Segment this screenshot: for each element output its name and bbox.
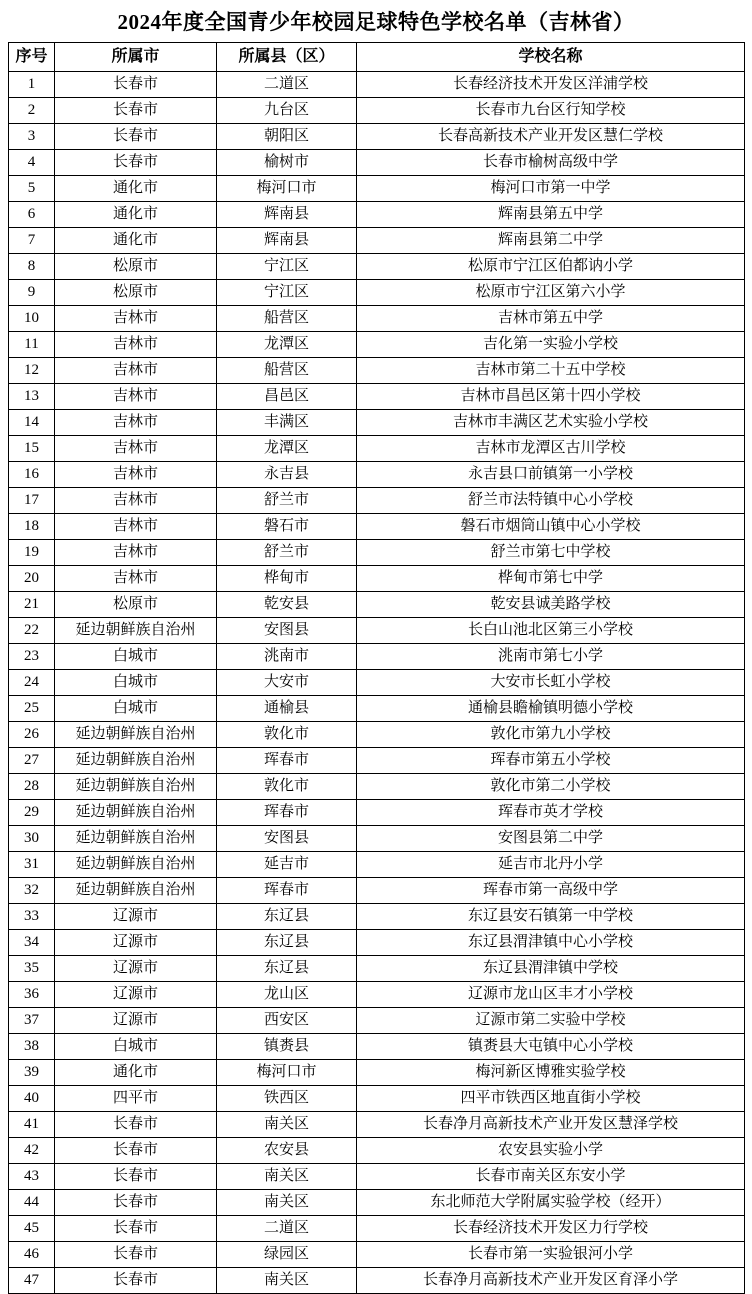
cell-index: 22 [9, 618, 55, 644]
table-row [9, 1190, 745, 1216]
table-row [9, 98, 745, 124]
table-row [9, 1112, 745, 1138]
cell-city: 松原市 [55, 592, 217, 618]
cell-index: 17 [9, 488, 55, 514]
cell-index: 42 [9, 1138, 55, 1164]
cell-school: 舒兰市第七中学校 [357, 540, 745, 566]
table-row [9, 1008, 745, 1034]
cell-city: 长春市 [55, 1138, 217, 1164]
table-row [9, 202, 745, 228]
cell-city: 白城市 [55, 644, 217, 670]
cell-district: 敦化市 [217, 774, 357, 800]
table-row [9, 124, 745, 150]
cell-district: 宁江区 [217, 280, 357, 306]
cell-district: 南关区 [217, 1112, 357, 1138]
cell-city: 辽源市 [55, 982, 217, 1008]
cell-index: 34 [9, 930, 55, 956]
table-row [9, 254, 745, 280]
table-row [9, 1268, 745, 1294]
cell-city: 通化市 [55, 176, 217, 202]
cell-district: 安图县 [217, 618, 357, 644]
cell-index: 36 [9, 982, 55, 1008]
cell-city: 延边朝鲜族自治州 [55, 852, 217, 878]
cell-index: 11 [9, 332, 55, 358]
cell-school: 吉林市丰满区艺术实验小学校 [357, 410, 745, 436]
table-row [9, 1138, 745, 1164]
cell-index: 12 [9, 358, 55, 384]
cell-index: 38 [9, 1034, 55, 1060]
cell-index: 39 [9, 1060, 55, 1086]
cell-city: 辽源市 [55, 956, 217, 982]
table-row [9, 150, 745, 176]
cell-district: 永吉县 [217, 462, 357, 488]
cell-city: 延边朝鲜族自治州 [55, 774, 217, 800]
cell-city: 吉林市 [55, 566, 217, 592]
cell-city: 长春市 [55, 1242, 217, 1268]
table-row [9, 618, 745, 644]
cell-school: 辽源市龙山区丰才小学校 [357, 982, 745, 1008]
cell-index: 44 [9, 1190, 55, 1216]
cell-district: 榆树市 [217, 150, 357, 176]
cell-city: 辽源市 [55, 1008, 217, 1034]
cell-city: 吉林市 [55, 410, 217, 436]
cell-school: 大安市长虹小学校 [357, 670, 745, 696]
cell-index: 7 [9, 228, 55, 254]
cell-school: 洮南市第七小学 [357, 644, 745, 670]
cell-index: 29 [9, 800, 55, 826]
cell-district: 船营区 [217, 358, 357, 384]
cell-index: 41 [9, 1112, 55, 1138]
table-row [9, 592, 745, 618]
cell-city: 吉林市 [55, 488, 217, 514]
cell-index: 1 [9, 72, 55, 98]
cell-index: 20 [9, 566, 55, 592]
cell-district: 敦化市 [217, 722, 357, 748]
cell-city: 长春市 [55, 1216, 217, 1242]
table-row [9, 982, 745, 1008]
cell-index: 13 [9, 384, 55, 410]
table-row [9, 228, 745, 254]
cell-index: 28 [9, 774, 55, 800]
table-row [9, 488, 745, 514]
cell-city: 四平市 [55, 1086, 217, 1112]
cell-school: 吉林市第二十五中学校 [357, 358, 745, 384]
cell-school: 桦甸市第七中学 [357, 566, 745, 592]
cell-school: 长春净月高新技术产业开发区育泽小学 [357, 1268, 745, 1294]
cell-city: 长春市 [55, 98, 217, 124]
cell-district: 洮南市 [217, 644, 357, 670]
cell-district: 龙潭区 [217, 332, 357, 358]
cell-index: 3 [9, 124, 55, 150]
table-row [9, 1060, 745, 1086]
cell-index: 40 [9, 1086, 55, 1112]
cell-district: 梅河口市 [217, 176, 357, 202]
table-row [9, 956, 745, 982]
cell-district: 梅河口市 [217, 1060, 357, 1086]
cell-index: 15 [9, 436, 55, 462]
table-row [9, 436, 745, 462]
cell-district: 磐石市 [217, 514, 357, 540]
table-row [9, 540, 745, 566]
cell-district: 南关区 [217, 1164, 357, 1190]
cell-city: 延边朝鲜族自治州 [55, 800, 217, 826]
table-row [9, 1242, 745, 1268]
cell-city: 延边朝鲜族自治州 [55, 826, 217, 852]
cell-school: 长春市榆树高级中学 [357, 150, 745, 176]
table-row [9, 566, 745, 592]
cell-city: 长春市 [55, 1112, 217, 1138]
cell-index: 16 [9, 462, 55, 488]
table-row [9, 306, 745, 332]
cell-school: 长春市南关区东安小学 [357, 1164, 745, 1190]
cell-school: 永吉县口前镇第一小学校 [357, 462, 745, 488]
table-row [9, 852, 745, 878]
table-row [9, 774, 745, 800]
cell-school: 梅河口市第一中学 [357, 176, 745, 202]
cell-city: 延边朝鲜族自治州 [55, 878, 217, 904]
cell-index: 43 [9, 1164, 55, 1190]
table-row [9, 644, 745, 670]
cell-district: 镇赉县 [217, 1034, 357, 1060]
cell-school: 梅河新区博雅实验学校 [357, 1060, 745, 1086]
table-row [9, 280, 745, 306]
cell-school: 乾安县诚美路学校 [357, 592, 745, 618]
cell-city: 吉林市 [55, 436, 217, 462]
cell-school: 东辽县渭津镇中学校 [357, 956, 745, 982]
cell-district: 朝阳区 [217, 124, 357, 150]
cell-index: 19 [9, 540, 55, 566]
cell-index: 23 [9, 644, 55, 670]
cell-city: 长春市 [55, 1190, 217, 1216]
cell-index: 31 [9, 852, 55, 878]
table-body [9, 72, 745, 1294]
cell-city: 延边朝鲜族自治州 [55, 618, 217, 644]
cell-index: 32 [9, 878, 55, 904]
cell-city: 通化市 [55, 228, 217, 254]
table-row [9, 748, 745, 774]
cell-school: 镇赉县大屯镇中心小学校 [357, 1034, 745, 1060]
table-row [9, 514, 745, 540]
table-row [9, 1034, 745, 1060]
cell-district: 宁江区 [217, 254, 357, 280]
cell-index: 14 [9, 410, 55, 436]
school-list-table [8, 42, 745, 1294]
cell-city: 延边朝鲜族自治州 [55, 748, 217, 774]
cell-city: 通化市 [55, 202, 217, 228]
table-row [9, 72, 745, 98]
cell-district: 龙潭区 [217, 436, 357, 462]
cell-city: 辽源市 [55, 904, 217, 930]
cell-school: 安图县第二中学 [357, 826, 745, 852]
cell-school: 松原市宁江区第六小学 [357, 280, 745, 306]
cell-district: 通榆县 [217, 696, 357, 722]
table-header [9, 43, 745, 72]
column-header-city: 所属市 [55, 43, 217, 72]
page-title: 2024年度全国青少年校园足球特色学校名单（吉林省） [117, 10, 635, 34]
column-header-index: 序号 [9, 43, 55, 72]
table-row [9, 670, 745, 696]
cell-city: 吉林市 [55, 384, 217, 410]
cell-school: 通榆县瞻榆镇明德小学校 [357, 696, 745, 722]
cell-index: 8 [9, 254, 55, 280]
table-row [9, 358, 745, 384]
cell-district: 绿园区 [217, 1242, 357, 1268]
cell-city: 长春市 [55, 124, 217, 150]
cell-school: 吉林市第五中学 [357, 306, 745, 332]
cell-school: 延吉市北丹小学 [357, 852, 745, 878]
cell-city: 辽源市 [55, 930, 217, 956]
cell-index: 2 [9, 98, 55, 124]
cell-school: 松原市宁江区伯都讷小学 [357, 254, 745, 280]
table-row [9, 1086, 745, 1112]
cell-school: 长白山池北区第三小学校 [357, 618, 745, 644]
column-header-district: 所属县（区） [217, 43, 357, 72]
cell-district: 铁西区 [217, 1086, 357, 1112]
cell-district: 延吉市 [217, 852, 357, 878]
cell-city: 长春市 [55, 72, 217, 98]
cell-school: 长春市九台区行知学校 [357, 98, 745, 124]
cell-index: 45 [9, 1216, 55, 1242]
cell-district: 丰满区 [217, 410, 357, 436]
cell-city: 吉林市 [55, 358, 217, 384]
cell-school: 农安县实验小学 [357, 1138, 745, 1164]
cell-school: 四平市铁西区地直街小学校 [357, 1086, 745, 1112]
table-row [9, 904, 745, 930]
cell-city: 吉林市 [55, 332, 217, 358]
cell-school: 辉南县第二中学 [357, 228, 745, 254]
table-row [9, 384, 745, 410]
cell-district: 农安县 [217, 1138, 357, 1164]
cell-school: 吉林市龙潭区古川学校 [357, 436, 745, 462]
cell-school: 吉林市昌邑区第十四小学校 [357, 384, 745, 410]
cell-district: 船营区 [217, 306, 357, 332]
cell-city: 白城市 [55, 670, 217, 696]
cell-school: 长春高新技术产业开发区慧仁学校 [357, 124, 745, 150]
cell-index: 27 [9, 748, 55, 774]
table-row [9, 800, 745, 826]
cell-district: 大安市 [217, 670, 357, 696]
cell-city: 松原市 [55, 254, 217, 280]
cell-school: 珲春市第一高级中学 [357, 878, 745, 904]
cell-index: 10 [9, 306, 55, 332]
table-row [9, 722, 745, 748]
cell-school: 东北师范大学附属实验学校（经开） [357, 1190, 745, 1216]
cell-city: 白城市 [55, 696, 217, 722]
cell-city: 吉林市 [55, 540, 217, 566]
cell-index: 6 [9, 202, 55, 228]
table-row [9, 696, 745, 722]
cell-index: 37 [9, 1008, 55, 1034]
cell-district: 东辽县 [217, 904, 357, 930]
table-row [9, 410, 745, 436]
cell-index: 24 [9, 670, 55, 696]
cell-city: 长春市 [55, 1164, 217, 1190]
cell-district: 二道区 [217, 1216, 357, 1242]
cell-city: 通化市 [55, 1060, 217, 1086]
cell-index: 35 [9, 956, 55, 982]
cell-district: 舒兰市 [217, 488, 357, 514]
cell-district: 东辽县 [217, 956, 357, 982]
cell-district: 南关区 [217, 1190, 357, 1216]
cell-school: 长春经济技术开发区洋浦学校 [357, 72, 745, 98]
cell-school: 舒兰市法特镇中心小学校 [357, 488, 745, 514]
table-row [9, 1164, 745, 1190]
table-row [9, 930, 745, 956]
cell-school: 珲春市第五小学校 [357, 748, 745, 774]
cell-school: 长春净月高新技术产业开发区慧泽学校 [357, 1112, 745, 1138]
cell-city: 长春市 [55, 150, 217, 176]
cell-city: 延边朝鲜族自治州 [55, 722, 217, 748]
cell-index: 21 [9, 592, 55, 618]
cell-district: 珲春市 [217, 800, 357, 826]
cell-district: 九台区 [217, 98, 357, 124]
cell-school: 敦化市第二小学校 [357, 774, 745, 800]
cell-school: 东辽县渭津镇中心小学校 [357, 930, 745, 956]
cell-district: 舒兰市 [217, 540, 357, 566]
cell-school: 敦化市第九小学校 [357, 722, 745, 748]
cell-school: 珲春市英才学校 [357, 800, 745, 826]
column-header-school: 学校名称 [357, 43, 745, 72]
table-row [9, 878, 745, 904]
cell-index: 25 [9, 696, 55, 722]
cell-school: 辽源市第二实验中学校 [357, 1008, 745, 1034]
table-row [9, 462, 745, 488]
cell-district: 辉南县 [217, 202, 357, 228]
cell-city: 松原市 [55, 280, 217, 306]
cell-district: 东辽县 [217, 930, 357, 956]
cell-district: 辉南县 [217, 228, 357, 254]
cell-index: 18 [9, 514, 55, 540]
table-row [9, 176, 745, 202]
cell-school: 磐石市烟筒山镇中心小学校 [357, 514, 745, 540]
cell-district: 珲春市 [217, 878, 357, 904]
cell-school: 东辽县安石镇第一中学校 [357, 904, 745, 930]
cell-city: 白城市 [55, 1034, 217, 1060]
cell-district: 昌邑区 [217, 384, 357, 410]
cell-city: 吉林市 [55, 514, 217, 540]
cell-district: 西安区 [217, 1008, 357, 1034]
cell-school: 长春经济技术开发区力行学校 [357, 1216, 745, 1242]
cell-district: 二道区 [217, 72, 357, 98]
cell-index: 26 [9, 722, 55, 748]
cell-index: 33 [9, 904, 55, 930]
cell-index: 46 [9, 1242, 55, 1268]
cell-index: 9 [9, 280, 55, 306]
table-row [9, 1216, 745, 1242]
cell-index: 47 [9, 1268, 55, 1294]
cell-district: 安图县 [217, 826, 357, 852]
cell-district: 桦甸市 [217, 566, 357, 592]
cell-district: 龙山区 [217, 982, 357, 1008]
table-row [9, 826, 745, 852]
cell-school: 吉化第一实验小学校 [357, 332, 745, 358]
cell-index: 30 [9, 826, 55, 852]
cell-district: 珲春市 [217, 748, 357, 774]
cell-school: 长春市第一实验银河小学 [357, 1242, 745, 1268]
table-header-row [9, 43, 745, 72]
cell-city: 吉林市 [55, 306, 217, 332]
cell-school: 辉南县第五中学 [357, 202, 745, 228]
cell-district: 乾安县 [217, 592, 357, 618]
cell-district: 南关区 [217, 1268, 357, 1294]
cell-index: 5 [9, 176, 55, 202]
table-row [9, 332, 745, 358]
cell-city: 吉林市 [55, 462, 217, 488]
cell-index: 4 [9, 150, 55, 176]
cell-city: 长春市 [55, 1268, 217, 1294]
